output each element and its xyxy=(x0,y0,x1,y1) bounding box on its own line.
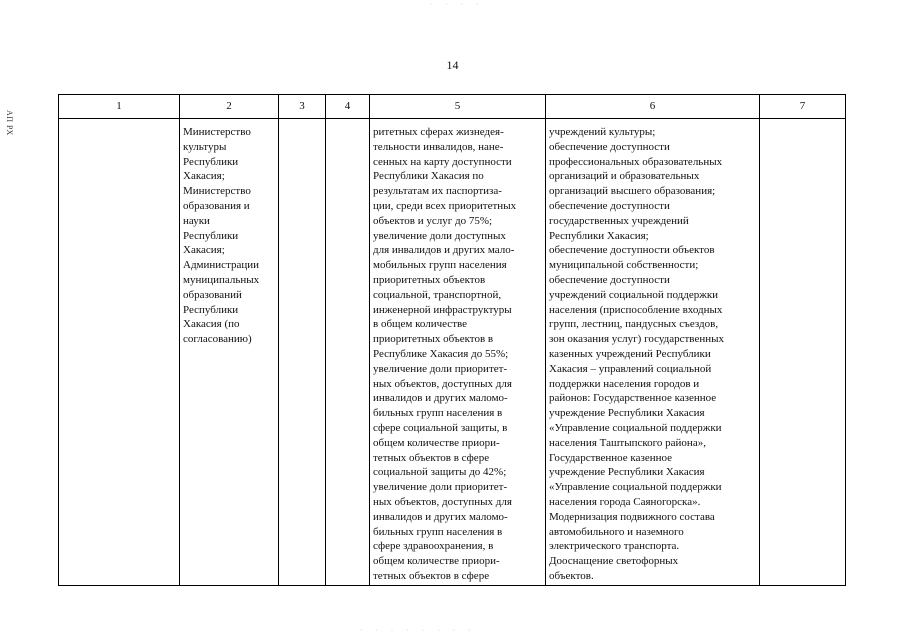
column-header-7: 7 xyxy=(760,95,846,119)
scan-noise-top: · · · · xyxy=(430,2,485,8)
column-header-6: 6 xyxy=(546,95,760,119)
responsible-executors-text: Министерство культуры Республики Хакасия; Министерство образования и науки Республики Хакасия; Администрации муниципальных образований Республики Хакасия (по согласованию) xyxy=(183,126,260,346)
cell-col-4-text xyxy=(326,119,369,125)
column-header-2: 2 xyxy=(180,95,279,119)
column-header-4: 4 xyxy=(326,95,370,119)
cell-activities xyxy=(546,119,760,586)
table-row xyxy=(59,119,846,586)
table-header-row xyxy=(59,95,846,119)
program-table xyxy=(58,94,846,586)
target-indicators-text: ритетных сферах жизнедея- тельности инвалидов, нане- сенных на карту доступности Республики Хакасия по результатам их паспортиза- ции, среди всех приоритетных объектов и услуг до 75%; увеличение доли доступных для инвалидов и других мало- мобильных групп населения приоритетных объектов социальной, транспортной, инженерной инфраструктуры в общем количестве приоритетных объектов в Республике Хакасия до 55%; увеличение доли приоритет- ных объектов, доступных для инвалидов и других маломо- бильных групп населения в сфере социальной защиты, в общем количестве приори- тетных объектов в сфере социальной защиты до 42%; увеличение доли приоритет- ных объектов, доступных для инвалидов и других маломо- бильных групп населения в сфере здравоохранения, в общем количестве приори- тетных объектов в сфере xyxy=(373,126,517,582)
cell-col-7-text xyxy=(760,119,845,125)
activities-text: учреждений культуры; обеспечение доступности профессиональных образовательных организаций и образовательных организаций высшего образования; обеспечение доступности государственных учреждений Республики Хакасия; обеспечение доступности объектов муниципальной собственности; обеспечение доступности учреждений социальной поддержки населения (приспособление входных групп, лестниц, пандусных съездов, зон оказания услуг) государственных казенных учреждений Республики Хакасия – управлений социальной поддержки населения городов и районов: Государственное казенное учреждение Республики Хакасия «Управление социальной поддержки населения Таштыпского района», Государственное казенное учреждение Республики Хакасия «Управление социальной поддержки населения города Саяногорска». Модернизация подвижного состава автомобильного и наземного электрического транспорта. Дооснащение светофорных объектов. xyxy=(549,126,724,582)
column-header-1: 1 xyxy=(59,95,180,119)
cell-col-3 xyxy=(279,119,326,586)
cell-col-1 xyxy=(59,119,180,586)
scan-noise-bottom: · · · · · · · · xyxy=(360,628,477,634)
column-header-5: 5 xyxy=(370,95,546,119)
cell-col-4 xyxy=(326,119,370,586)
column-header-3: 3 xyxy=(279,95,326,119)
page-number: 14 xyxy=(446,58,459,72)
cell-targets xyxy=(370,119,546,586)
cell-col-1-text xyxy=(59,119,179,125)
cell-responsible xyxy=(180,119,279,586)
cell-col-3-text xyxy=(279,119,325,125)
side-margin-code: АП РХ xyxy=(5,110,14,136)
cell-col-7 xyxy=(760,119,846,586)
